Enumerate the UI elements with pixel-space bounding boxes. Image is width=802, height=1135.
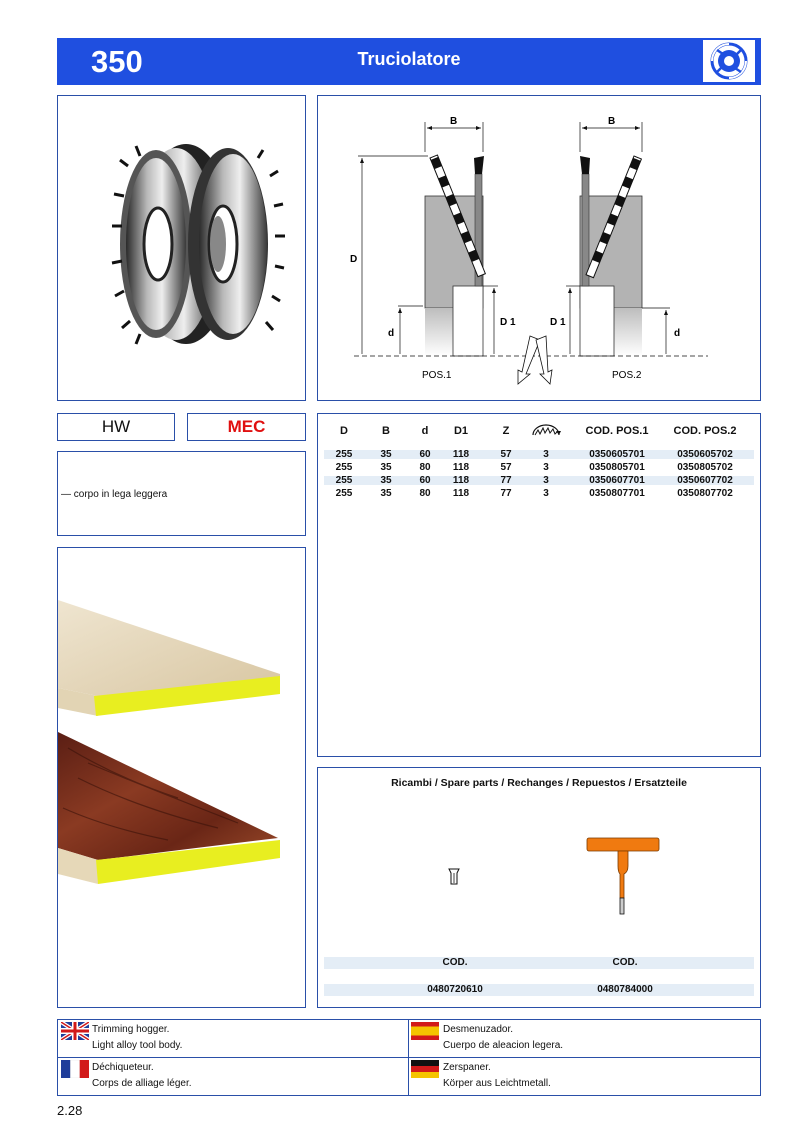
spare-code: 0480720610	[427, 984, 483, 995]
table-header-cod-pos1: COD. POS.1	[585, 425, 649, 437]
spain-line2: Cuerpo de aleacion legera.	[443, 1040, 564, 1051]
uk-flag-icon	[61, 1022, 89, 1040]
diagram-label-pos1: POS.1	[422, 370, 452, 381]
spain-line1: Desmenuzador.	[443, 1024, 514, 1035]
diagram-label-d-small-left: d	[388, 328, 395, 339]
diagram-label-d1-right: D 1	[550, 317, 566, 328]
rotation-direction-icon	[530, 422, 562, 441]
technical-diagram	[317, 95, 761, 401]
diagram-label-pos2: POS.2	[612, 370, 642, 381]
table-header-d-small: d	[421, 425, 429, 437]
france-line1: Déchiqueteur.	[92, 1062, 154, 1073]
table-header-z: Z	[502, 425, 510, 437]
product-number: 350	[91, 44, 143, 79]
france-flag-icon	[61, 1060, 89, 1078]
germany-line1: Zerspaner.	[443, 1062, 491, 1073]
product-title: Truciolatore	[357, 49, 461, 69]
hogger-cutter-right-icon	[188, 148, 285, 340]
chipboard-panel-icon	[58, 600, 280, 716]
page-header	[57, 38, 761, 85]
material-tag-mec: MEC	[187, 413, 306, 441]
application-image	[57, 547, 306, 1008]
uk-line1: Trimming hogger.	[92, 1024, 170, 1035]
screw-icon	[448, 868, 460, 891]
translations-box	[57, 1019, 761, 1096]
france-line2: Corps de alliage léger.	[92, 1078, 192, 1089]
spare-cod-band	[324, 957, 754, 969]
table-header-d1: D1	[453, 425, 469, 437]
uk-line2: Light alloy tool body.	[92, 1040, 183, 1051]
spare-parts-box	[317, 767, 761, 1008]
material-tag-hw: HW	[57, 413, 175, 441]
table-header-cod-pos2: COD. POS.2	[673, 425, 737, 437]
germany-flag-icon	[411, 1060, 439, 1078]
t-wrench-icon	[586, 836, 660, 921]
table-header-d: D	[340, 425, 348, 437]
table-header-b: B	[382, 425, 390, 437]
veneer-panel-icon	[58, 732, 280, 884]
circular-blade-logo-icon	[703, 40, 755, 82]
spain-flag-icon	[411, 1022, 439, 1040]
product-photo	[57, 95, 306, 401]
spare-parts-title: Ricambi / Spare parts / Rechanges / Repuestos / Ersatzteile	[391, 777, 687, 789]
spare-cod-label: COD.	[612, 957, 638, 968]
diagram-label-b-right: B	[608, 116, 616, 127]
description-text: — corpo in lega leggera	[61, 489, 168, 500]
spare-code: 0480784000	[597, 984, 653, 995]
diagram-label-b-left: B	[450, 116, 458, 127]
page-number: 2.28	[57, 1103, 83, 1118]
spec-table: D B d D1 Z COD. POS.1 COD. POS.2 255 35 60 118 57 3 0350605701 0350605702 255 35 80 118 57 3 0350805701 0350805702 255 35 60 118 77 3 0350607701 0350607702 255 35 80 118 77 3 0350807701 0350807702	[317, 413, 761, 757]
diagram-label-d1-left: D 1	[500, 317, 516, 328]
diagram-label-d: D	[350, 254, 358, 265]
spare-cod-label: COD.	[442, 957, 468, 968]
description-box	[57, 451, 306, 536]
spare-code-band	[324, 984, 754, 996]
germany-line2: Körper aus Leichtmetall.	[443, 1078, 551, 1089]
diagram-label-d-small-right: d	[674, 328, 681, 339]
